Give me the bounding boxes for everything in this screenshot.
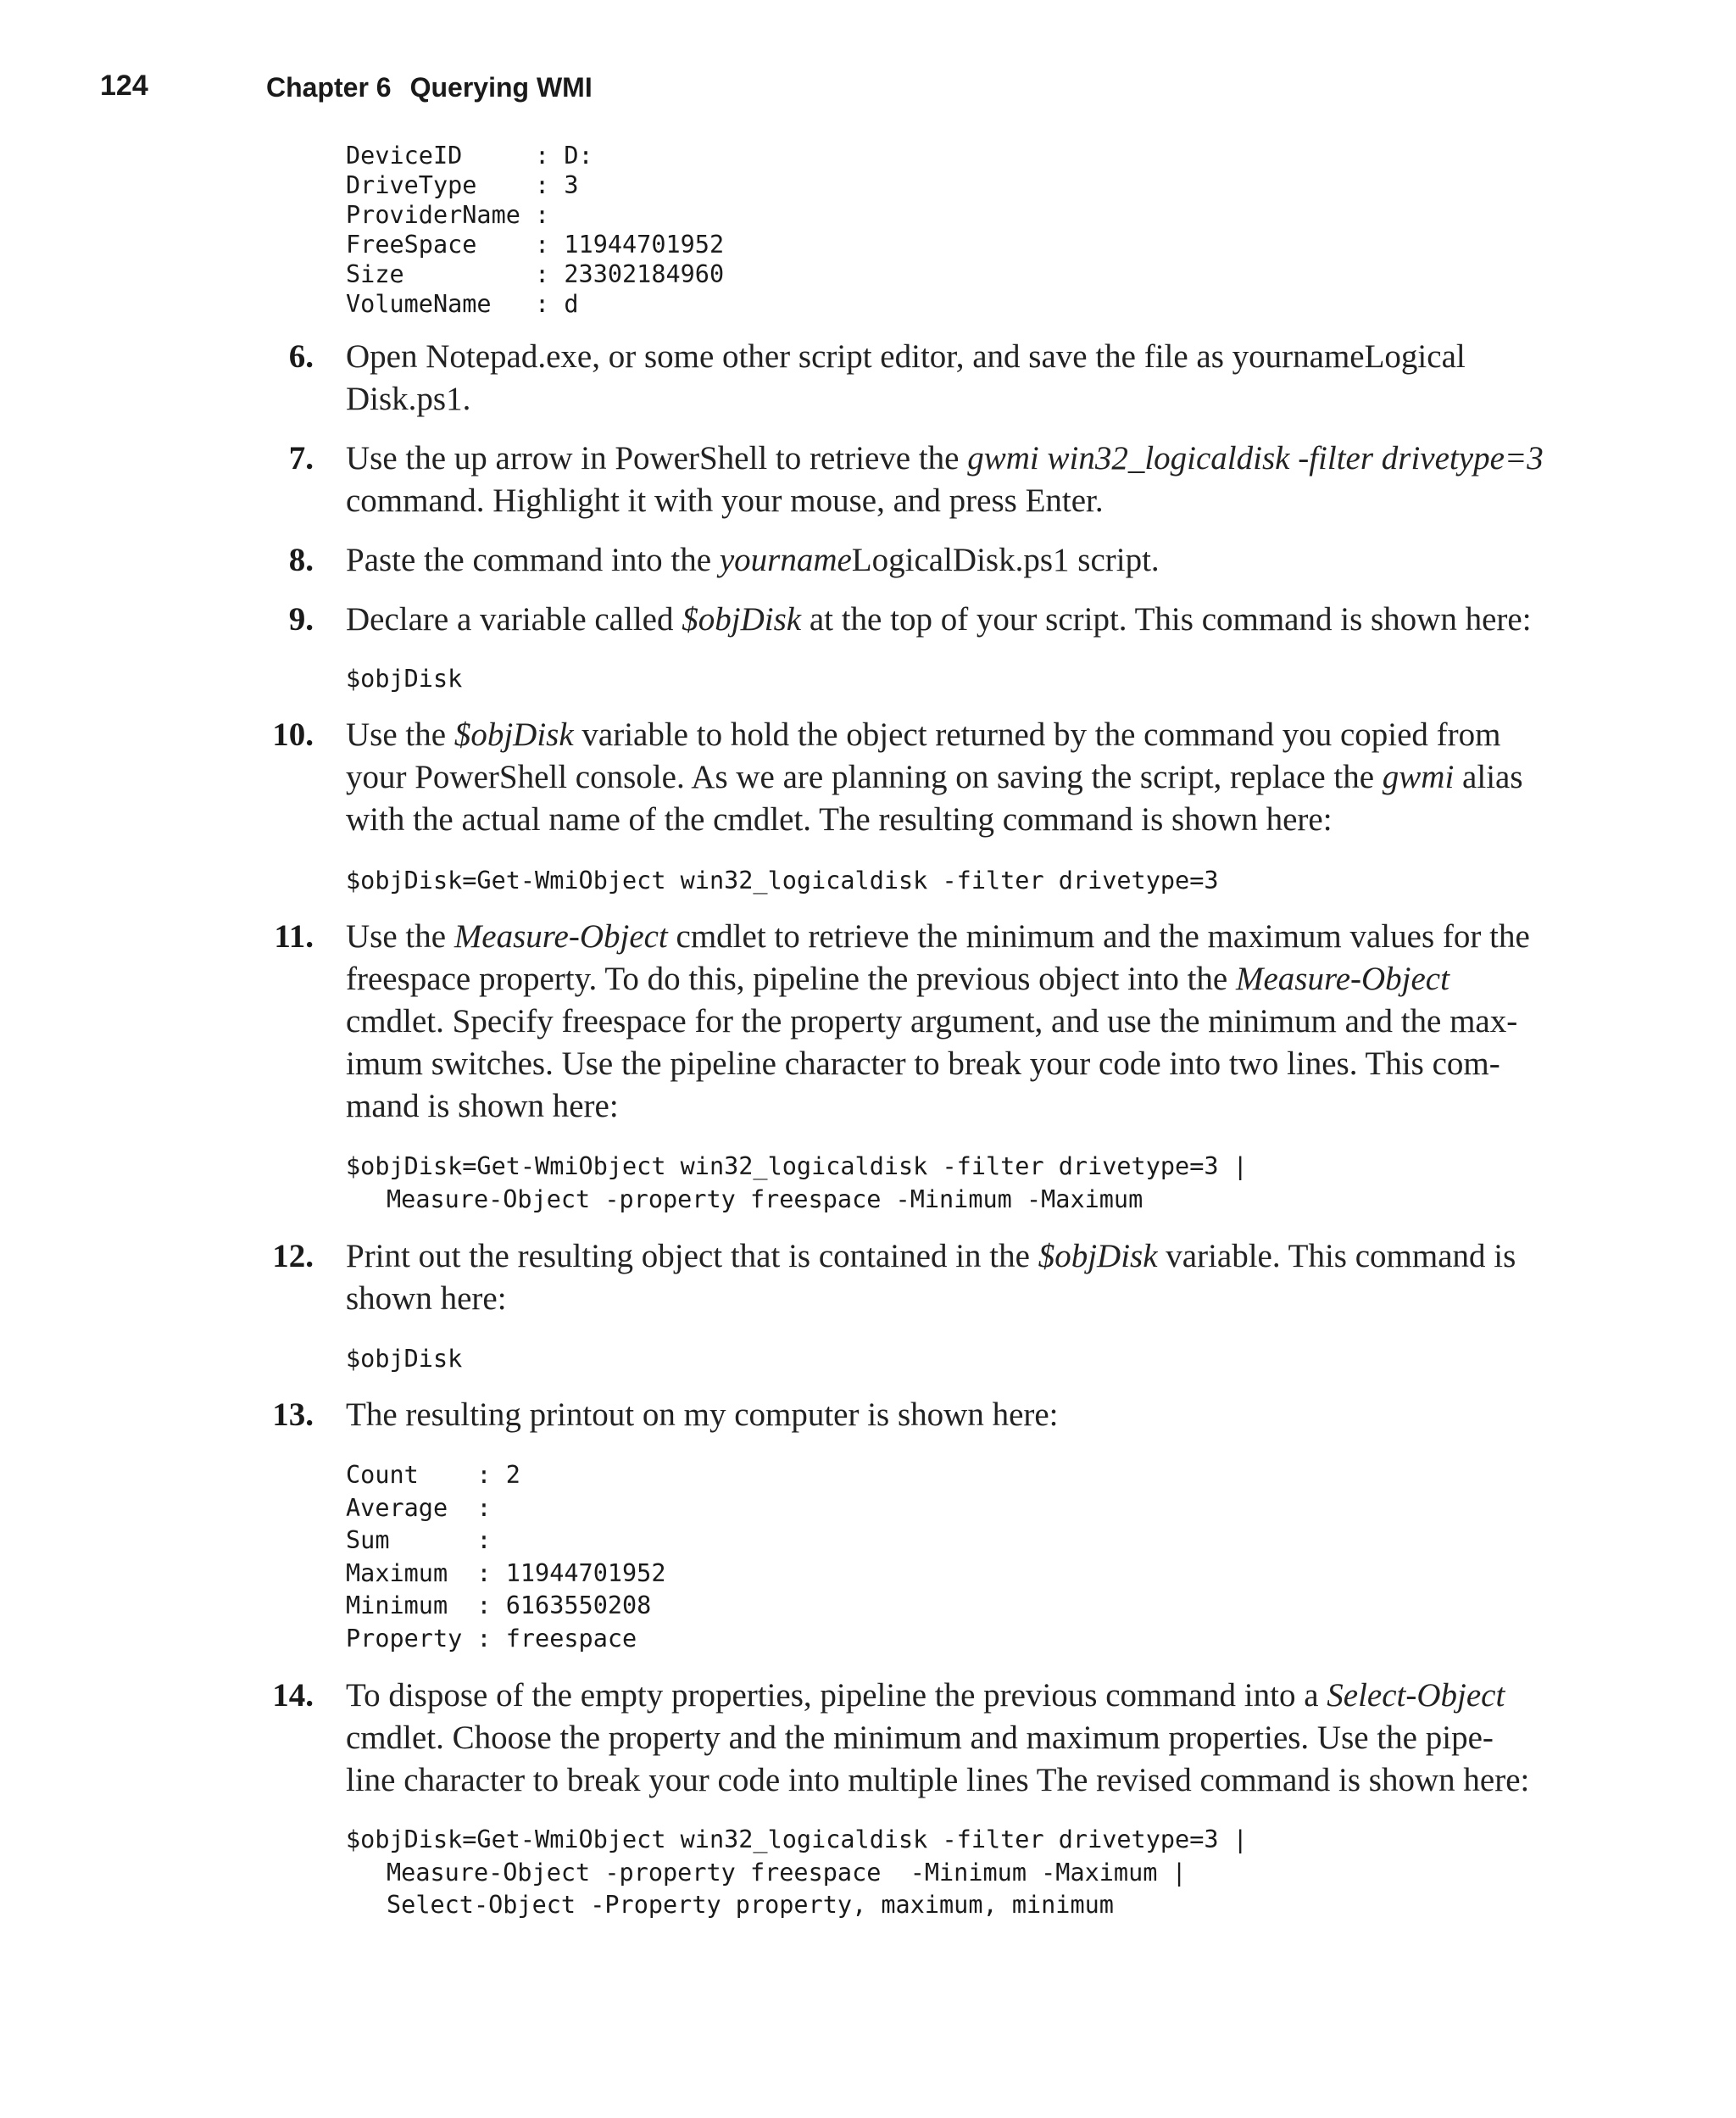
step-text: The resulting printout on my computer is shown here: <box>346 1396 1059 1433</box>
page-number: 124 <box>100 70 148 102</box>
step-text: Use the Measure-Object cmdlet to retrieve the minimum and the maximum values for the freespace property. To do this, pipeline the previous object into the Measure-Object cmdlet. Specify freespace for the property argument, and use the minimum and the max- imum switches. Use the pipeline character to break your code into two lines. This com- mand is shown here: <box>346 918 1530 1124</box>
step-number: 14. <box>272 1677 314 1714</box>
code-step-14: $objDisk=Get-WmiObject win32_logicaldisk -filter drivetype=3 | Measure-Object -property freespace -Minimum -Maximum | Select-Object -Property property, maximum, minimum <box>346 1825 1248 1920</box>
step-text: Declare a variable called $objDisk at the top of your script. This command is shown here: <box>346 601 1532 638</box>
chapter-label: Chapter 6 <box>266 72 392 103</box>
code-block-drive-output: DeviceID : D: DriveType : 3 ProviderName : FreeSpace : 11944701952 Size : 23302184960 VolumeName : d <box>346 142 725 318</box>
step-number: 7. <box>288 440 314 477</box>
step-text: Paste the command into the yournameLogicalDisk.ps1 script. <box>346 542 1160 578</box>
code-step-12: $objDisk <box>346 1345 463 1373</box>
step-number: 9. <box>288 601 314 638</box>
step-text: Use the $objDisk variable to hold the object returned by the command you copied from your PowerShell console. As we are planning on saving the script, replace the gwmi alias with the actual name of the cmdlet. The resulting command is shown here: <box>346 716 1523 838</box>
step-number: 8. <box>288 542 314 578</box>
step-text: Use the up arrow in PowerShell to retrieve the gwmi win32_logicaldisk -filter drivetype=3 command. Highlight it with your mouse, and press Enter. <box>346 440 1544 519</box>
step-number: 10. <box>272 716 314 753</box>
code-step-9: $objDisk <box>346 665 463 693</box>
step-number: 12. <box>272 1238 314 1274</box>
code-step-13-output: Count : 2 Average : Sum : Maximum : 11944701952 Minimum : 6163550208 Property : freespace <box>346 1461 666 1653</box>
step-number: 6. <box>288 338 314 375</box>
chapter-title: Querying WMI <box>409 72 593 103</box>
step-number: 11. <box>274 918 314 955</box>
code-step-10: $objDisk=Get-WmiObject win32_logicaldisk -filter drivetype=3 <box>346 867 1219 895</box>
step-number: 13. <box>272 1396 314 1433</box>
step-text: Open Notepad.exe, or some other script editor, and save the file as yournameLogical Disk.ps1. <box>346 338 1466 417</box>
step-text: Print out the resulting object that is contained in the $objDisk variable. This command is shown here: <box>346 1238 1516 1317</box>
step-text: To dispose of the empty properties, pipeline the previous command into a Select-Object cmdlet. Choose the property and the minimum and maximum properties. Use the pipe- line character to break your code into multiple lines The revised command is shown here: <box>346 1677 1530 1798</box>
chapter-heading <box>266 72 593 103</box>
code-step-11: $objDisk=Get-WmiObject win32_logicaldisk -filter drivetype=3 | Measure-Object -property freespace -Minimum -Maximum <box>346 1152 1248 1213</box>
